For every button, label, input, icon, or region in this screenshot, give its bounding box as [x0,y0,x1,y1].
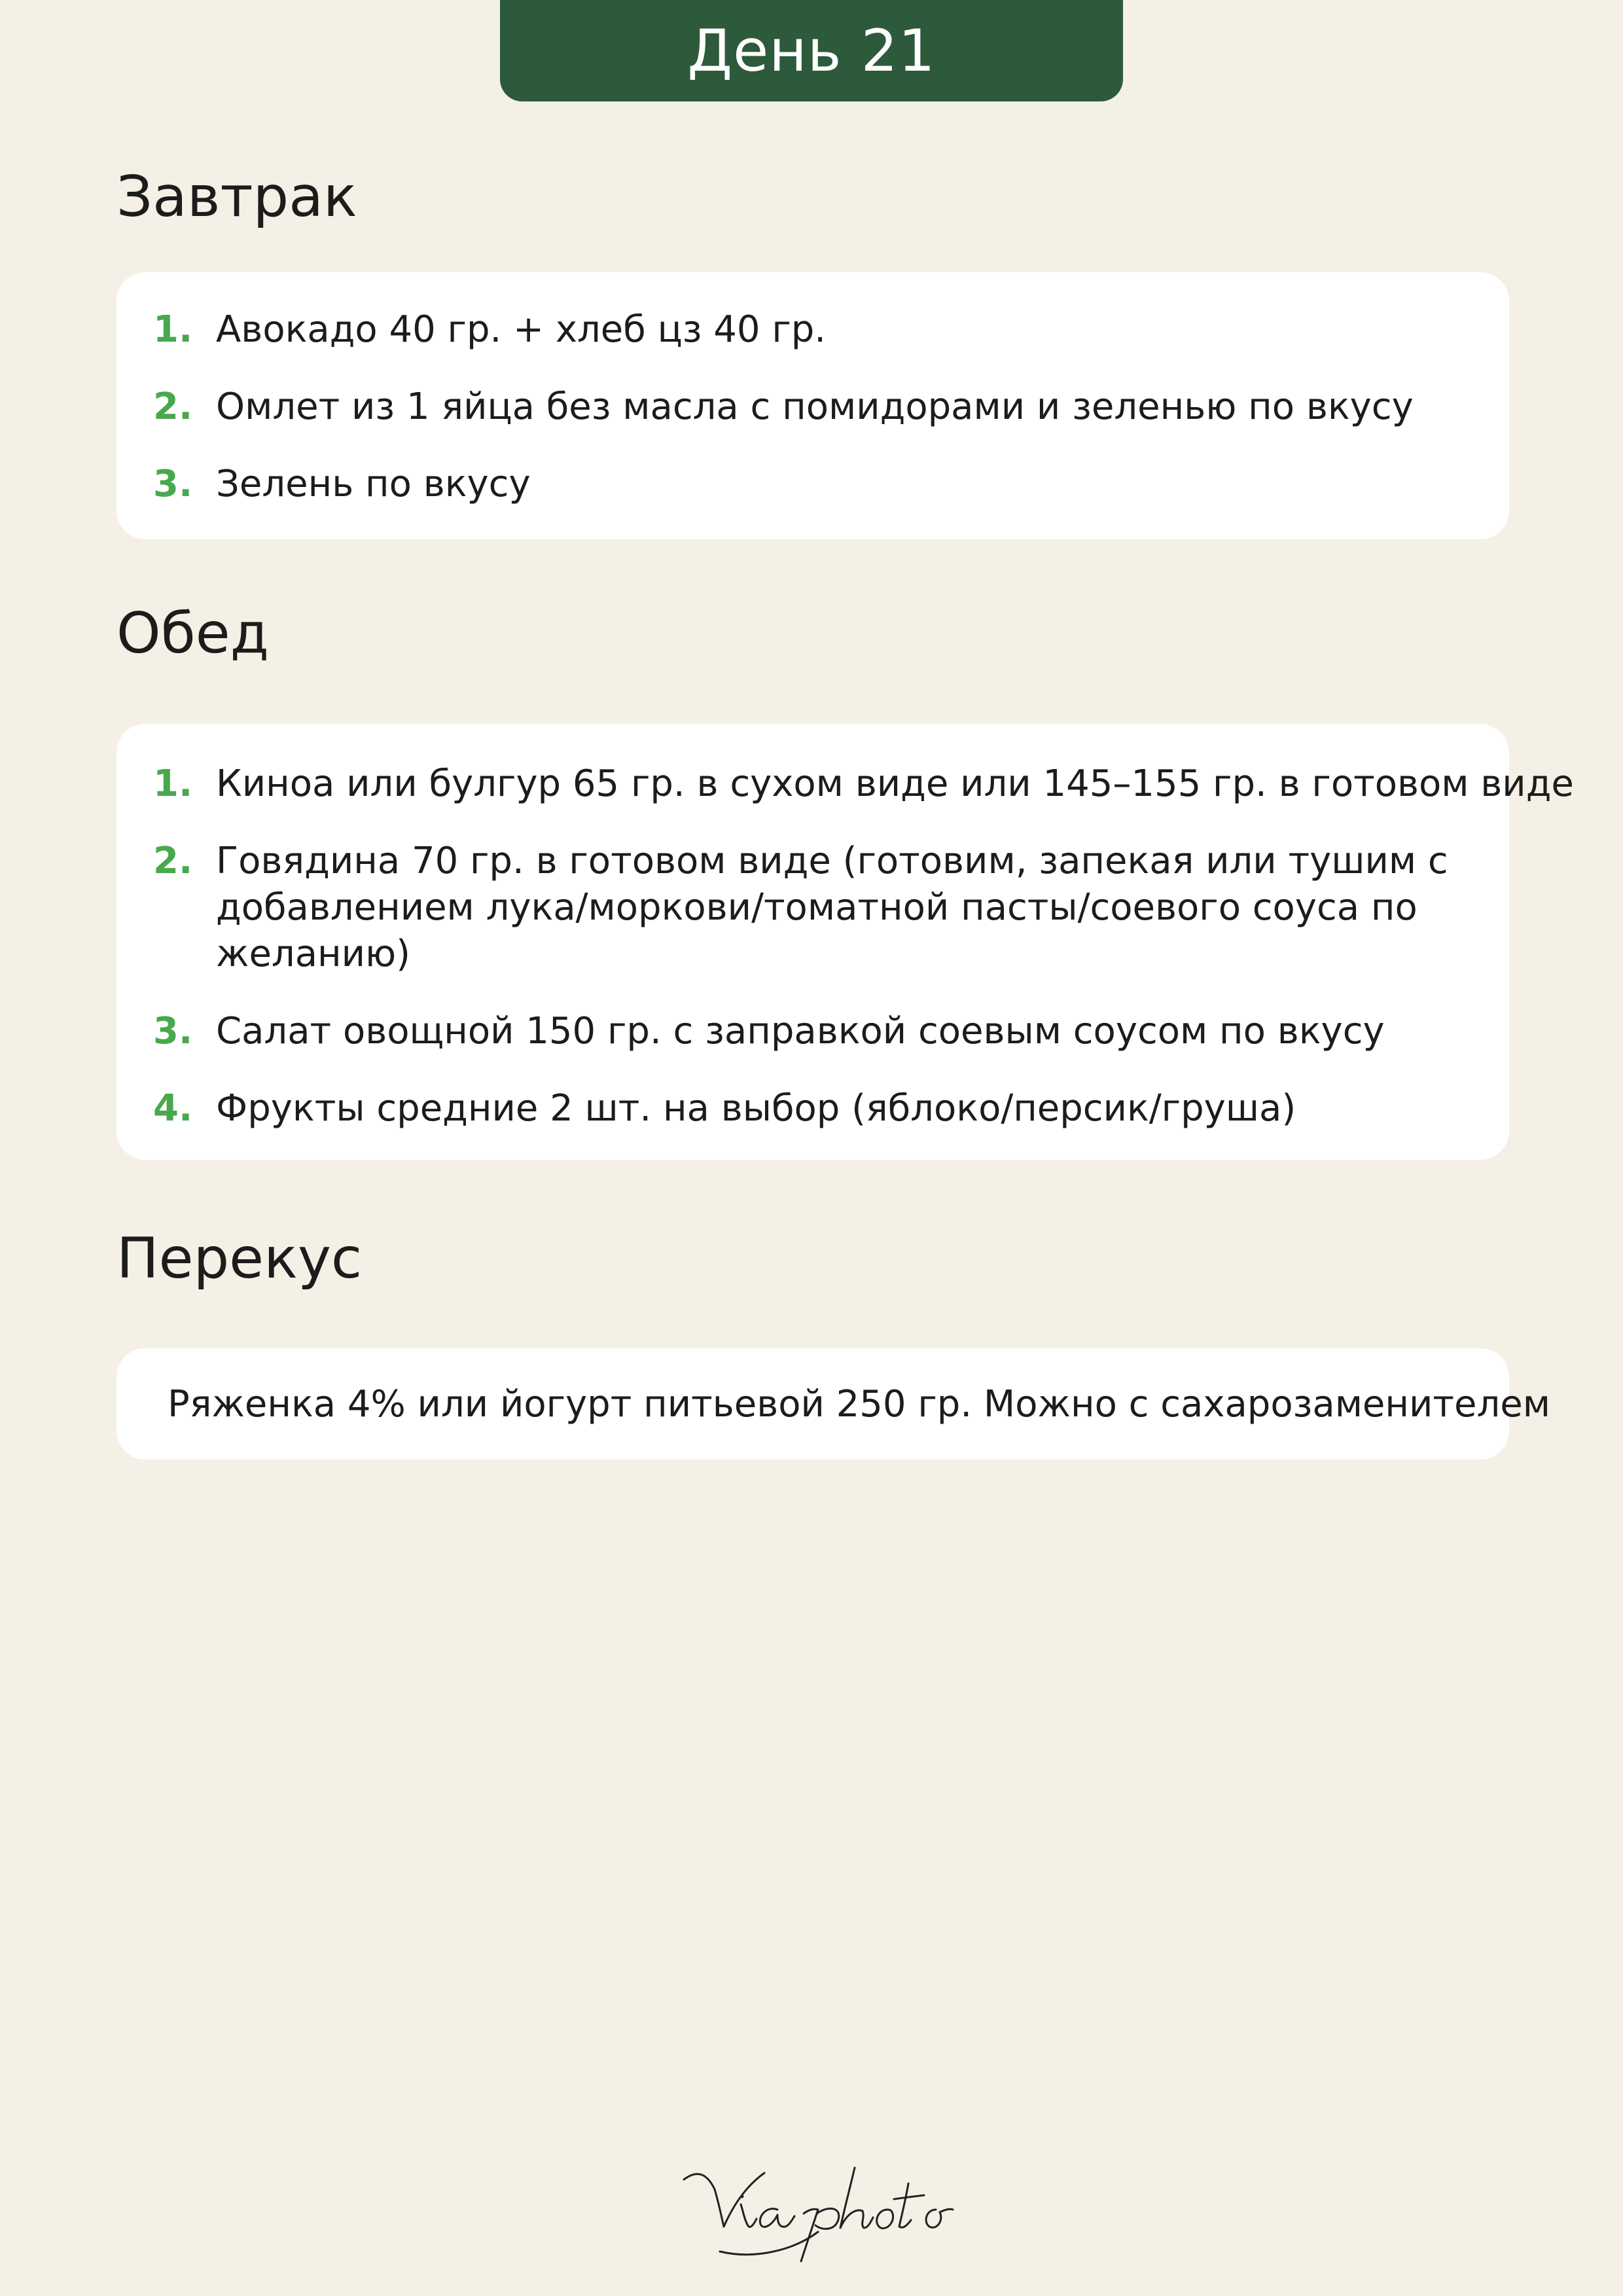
day-tab [500,0,1123,101]
list-item-number: 2. [153,840,193,882]
list-item-number: 3. [153,1010,193,1052]
breakfast-list [153,306,1509,507]
list-item-number: 4. [153,1087,193,1130]
snack-text: Ряженка 4% или йогурт питьевой 250 гр. Можно с сахарозаменителем [168,1382,1550,1426]
lunch-title: Обед [116,601,270,666]
list-item [153,384,1509,430]
list-item [153,306,1509,353]
list-item [153,461,1509,507]
list-item [153,761,1574,807]
day-label: День 21 [687,17,936,84]
list-item-number: 3. [153,463,193,505]
list-item [153,1085,1470,1132]
list-item-text: Фрукты средние 2 шт. на выбор (яблоко/персик/груша) [216,1087,1296,1130]
breakfast-title: Завтрак [116,164,357,230]
lunch-list [153,761,1574,1132]
signature-logo [681,2153,955,2265]
snack-card [116,1348,1550,1460]
list-item-number: 1. [153,762,193,805]
lunch-card [116,724,1574,1160]
snack-title: Перекус [116,1226,363,1291]
breakfast-card [116,272,1509,539]
list-item-number: 1. [153,308,193,351]
list-item [153,838,1470,977]
list-item-text: Салат овощной 150 гр. с заправкой соевым соусом по вкусу [216,1010,1385,1052]
list-item-text: Омлет из 1 яйца без масла с помидорами и зеленью по вкусу [216,386,1414,428]
list-item [153,1008,1470,1054]
list-item-number: 2. [153,386,193,428]
list-item-text: Говядина 70 гр. в готовом виде (готовим, запекая или тушим с добавлением лука/моркови/томатной пасты/соевого соуса по желанию) [216,840,1448,975]
list-item-text: Зелень по вкусу [216,463,531,505]
list-item-text: Авокадо 40 гр. + хлеб цз 40 гр. [216,308,827,351]
list-item-text: Киноа или булгур 65 гр. в сухом виде или 145–155 гр. в готовом виде [216,762,1574,805]
